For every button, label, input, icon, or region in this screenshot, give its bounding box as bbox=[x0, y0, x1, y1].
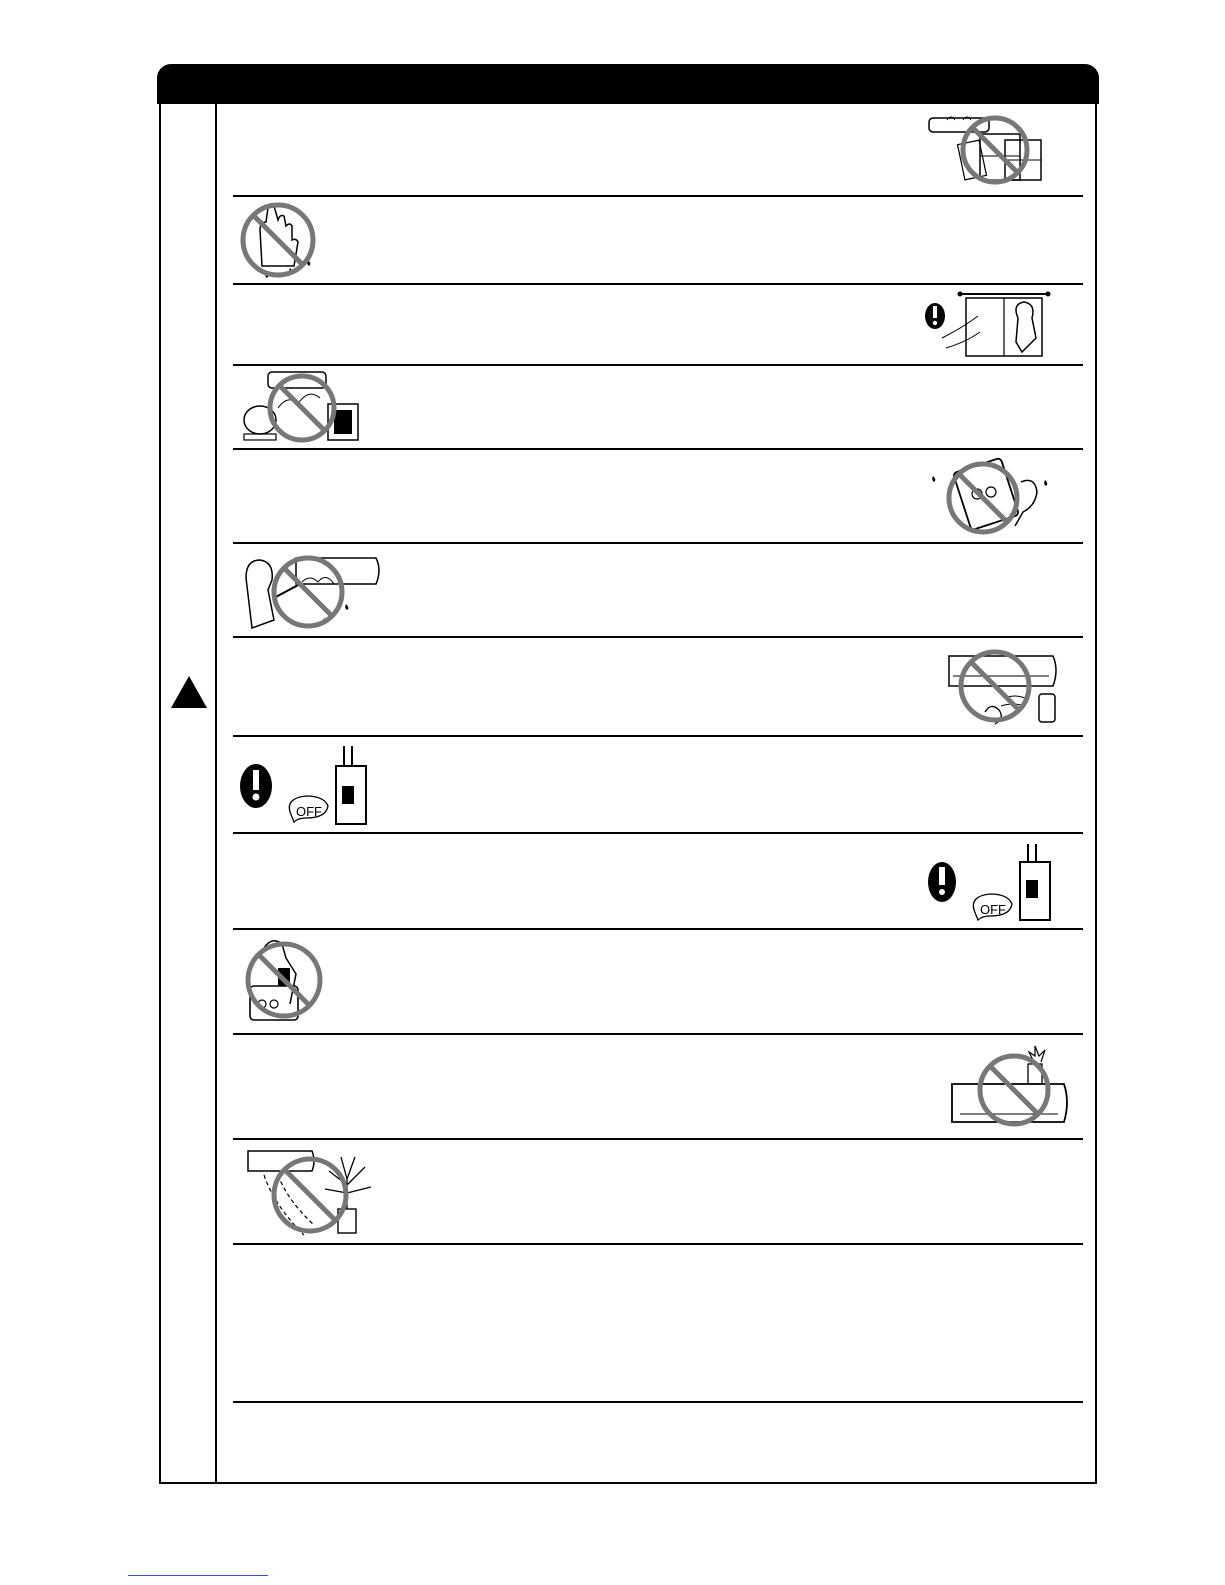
breaker-off-label: OFF bbox=[980, 902, 1006, 917]
row-separator bbox=[233, 364, 1083, 366]
row-separator bbox=[233, 1401, 1083, 1403]
no-climbing-outdoor-unit-icon bbox=[244, 934, 328, 1028]
row-separator bbox=[233, 195, 1083, 197]
left-column-divider bbox=[215, 104, 217, 1482]
row-separator bbox=[233, 1138, 1083, 1140]
no-objects-blocking-unit-icon bbox=[925, 108, 1045, 186]
no-water-spray-icon bbox=[236, 548, 382, 632]
row-separator bbox=[233, 1033, 1083, 1035]
row-separator bbox=[233, 928, 1083, 930]
switch-off-breaker-icon bbox=[928, 840, 1068, 924]
no-wet-hands-icon bbox=[238, 200, 322, 280]
no-insecticide-spray-icon bbox=[945, 642, 1065, 728]
warning-triangle-icon bbox=[171, 676, 207, 708]
no-airflow-on-plants-icon bbox=[244, 1145, 388, 1239]
row-separator bbox=[233, 832, 1083, 834]
footer-underline-link[interactable] bbox=[128, 1575, 268, 1576]
no-objects-on-unit-icon bbox=[948, 1040, 1072, 1130]
no-heat-sources-icon bbox=[238, 368, 380, 444]
row-separator bbox=[233, 636, 1083, 638]
breaker-off-label: OFF bbox=[296, 804, 322, 819]
section-header-bar bbox=[157, 64, 1099, 104]
switch-off-breaker-icon bbox=[238, 742, 386, 828]
row-separator bbox=[233, 1243, 1083, 1245]
row-separator bbox=[233, 448, 1083, 450]
row-separator bbox=[233, 542, 1083, 544]
row-separator bbox=[233, 735, 1083, 737]
no-shaking-unit-icon bbox=[925, 454, 1055, 540]
row-separator bbox=[233, 283, 1083, 285]
ventilate-room-icon bbox=[922, 288, 1052, 360]
